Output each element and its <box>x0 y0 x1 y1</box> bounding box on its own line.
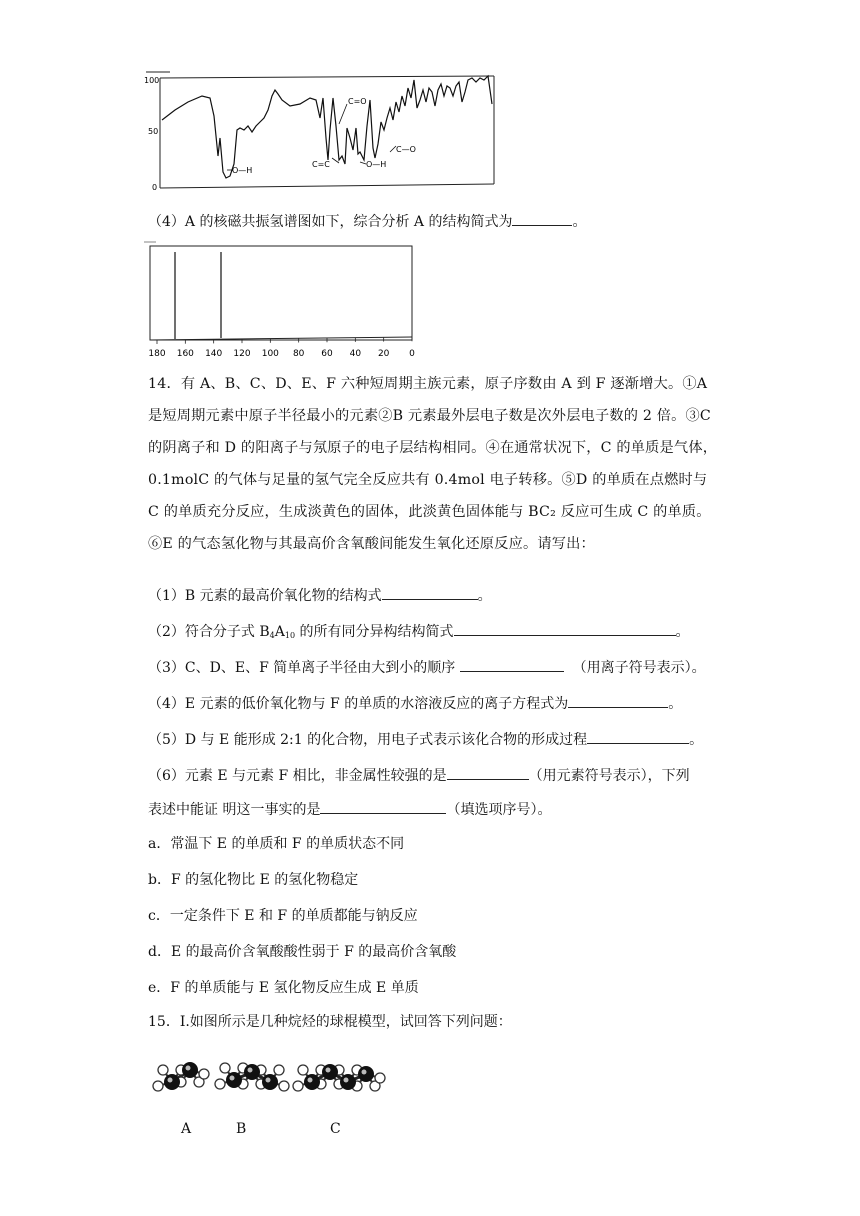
q14-part2-text-c: 的所有同分异构结构简式 <box>295 624 454 640</box>
q14-part4-blank[interactable] <box>568 693 668 708</box>
carbon-atom <box>164 1074 180 1090</box>
q14-part2-tail: 。 <box>675 624 690 640</box>
q14-part1-tail: 。 <box>477 588 492 604</box>
carbon-atom <box>322 1064 338 1080</box>
q14-part2-text-b: A <box>274 624 285 640</box>
q14-part6-text-d: （填选项序号）。 <box>446 802 552 818</box>
q14-stem: 14．有 A、B、C、D、E、F 六种短周期主族元素，原子序数由 A 到 F 逐渐增大。①A 是短周期元素中原子半径最小的元素②B 元素最外层电子数是次外层电子数的 2 倍。③C 的阴离子和 D 的阳离子与氖原子的电子层结构相同。④在通常状况下，C 的单质是气体，0.1molC 的气体与足量的氢气完全反应共有 0.4mol 电子转移。⑤D 的单质在点燃时与 C 的单质充分反应，生成淡黄色的固体，此淡黄色固体能与 BC₂ 反应可生成 C 的单质。⑥E 的气态氢化物与其最高价含氧酸间能发生氧化还原反应。请写出： <box>148 376 718 552</box>
nmr-xtick-label: 100 <box>261 349 279 359</box>
carbon-atom <box>304 1074 320 1090</box>
q14-part6-line1 <box>148 765 690 786</box>
q15-stem: 15．Ⅰ.如图所示是几种烷烃的球棍模型，试回答下列问题： <box>148 1014 512 1030</box>
q14-part1-blank[interactable] <box>382 585 478 600</box>
q13-part4-blank[interactable] <box>512 211 572 226</box>
q14-part5-text: （5）D 与 E 能形成 2:1 的化合物，用电子式表示该化合物的形成过程 <box>148 732 588 748</box>
q14-option-a: a．常温下 E 的单质和 F 的单质状态不同 <box>148 836 405 852</box>
carbon-highlight <box>308 1078 313 1083</box>
q14-part3 <box>148 657 706 678</box>
q14-part2 <box>148 621 690 646</box>
hydrogen-atom <box>215 1079 225 1089</box>
carbon-atom <box>262 1074 278 1090</box>
model-label-a: A <box>181 1121 192 1137</box>
nmr-xtick-label: 20 <box>377 349 390 359</box>
q14-part6-text-b: （用元素符号表示），下列 <box>528 768 690 784</box>
q14-part5 <box>148 729 703 750</box>
ir-label-cc-double: C=C <box>312 160 330 169</box>
ir-label-co-double: C=O <box>348 97 367 106</box>
q14-part2-sub2: 10 <box>284 631 296 640</box>
q14-part3-text: （3）C、D、E、F 简单离子半径由大到小的顺序 <box>148 660 456 676</box>
carbon-highlight <box>326 1068 331 1073</box>
q14-part6-blank-2[interactable] <box>320 799 446 814</box>
q14-option-c: c．一定条件下 E 和 F 的单质都能与钠反应 <box>148 908 418 924</box>
hydrogen-atom <box>293 1081 303 1091</box>
carbon-atom <box>244 1064 260 1080</box>
q14-part6-text-a: （6）元素 E 与元素 F 相比，非金属性较强的是 <box>148 768 447 784</box>
carbon-highlight <box>362 1070 367 1075</box>
model-label-c: C <box>330 1121 341 1137</box>
nmr-xtick-label: 80 <box>292 349 305 359</box>
q13-part4 <box>148 211 586 232</box>
q13-part4-text: （4）A 的核磁共振氢谱图如下，综合分析 A 的结构简式为 <box>148 214 513 230</box>
hydrogen-atom <box>274 1065 284 1075</box>
q14-part6-line2 <box>148 799 551 820</box>
hydrogen-atom <box>220 1063 230 1073</box>
q14-option-d: d．E 的最高价含氧酸酸性弱于 F 的最高价含氧酸 <box>148 944 457 960</box>
nmr-xtick-label: 120 <box>233 349 251 359</box>
q14-part5-tail: 。 <box>689 732 704 748</box>
ir-label-oh-1: O—H <box>232 166 253 175</box>
nmr-xtick-label: 160 <box>176 349 194 359</box>
carbon-highlight <box>186 1066 191 1071</box>
q14-part1 <box>148 585 492 606</box>
q14-part5-blank[interactable] <box>587 729 689 744</box>
q14-option-e: e．F 的单质能与 E 氢化物反应生成 E 单质 <box>148 980 419 996</box>
carbon-atom <box>340 1074 356 1090</box>
hydrogen-atom <box>199 1069 209 1079</box>
nmr-xtick-label: 180 <box>148 349 166 359</box>
carbon-highlight <box>266 1078 271 1083</box>
ir-ytick-50: 50 <box>148 127 159 136</box>
q14-part3-blank[interactable] <box>460 657 564 672</box>
ir-spectrum-figure <box>140 68 500 196</box>
q13-part4-tail: 。 <box>572 214 587 230</box>
carbon-highlight <box>344 1078 349 1083</box>
q14-part4-text: （4）E 元素的低价氧化物与 F 的单质的水溶液反应的离子方程式为 <box>148 696 569 712</box>
carbon-highlight <box>248 1068 253 1073</box>
ir-ytick-0: 0 <box>152 183 158 192</box>
hydrogen-atom <box>153 1081 163 1091</box>
hydrogen-atom <box>375 1073 385 1083</box>
ir-label-oh-2: O—H <box>366 160 387 169</box>
carbon-atom <box>358 1066 374 1082</box>
carbon-highlight <box>168 1078 173 1083</box>
q14-part2-sub1: 4 <box>269 631 275 640</box>
q14-part3-tail: （用离子符号表示）。 <box>572 660 706 676</box>
q14-part2-blank[interactable] <box>454 621 676 636</box>
hydrogen-atom <box>298 1065 308 1075</box>
nmr-xtick-label: 60 <box>321 349 333 359</box>
q14-part6-text-c: 表述中能证 明这一事实的是 <box>148 802 321 818</box>
nmr-xtick-label: 0 <box>409 349 415 359</box>
hydrogen-atom <box>279 1081 289 1091</box>
q14-part2-text-a: （2）符合分子式 B <box>148 624 270 640</box>
carbon-atom <box>182 1062 198 1078</box>
alkane-ball-stick-models <box>148 1046 398 1126</box>
ir-ytick-100: 100 <box>144 76 160 85</box>
nmr-spectrum-figure <box>142 240 422 362</box>
q14-option-b: b．F 的氢化物比 E 的氢化物稳定 <box>148 872 359 888</box>
ir-label-c-o: C—O <box>396 145 416 154</box>
hydrogen-atom <box>158 1065 168 1075</box>
nmr-xtick-label: 40 <box>349 349 362 359</box>
q14-part4 <box>148 693 682 714</box>
carbon-atom <box>226 1072 242 1088</box>
q14-part6-blank-1[interactable] <box>447 765 529 780</box>
nmr-xtick-label: 140 <box>205 349 223 359</box>
model-label-b: B <box>236 1121 247 1137</box>
q14-part4-tail: 。 <box>668 696 683 712</box>
carbon-highlight <box>230 1076 235 1081</box>
q14-part1-text: （1）B 元素的最高价氧化物的结构式 <box>148 588 382 604</box>
